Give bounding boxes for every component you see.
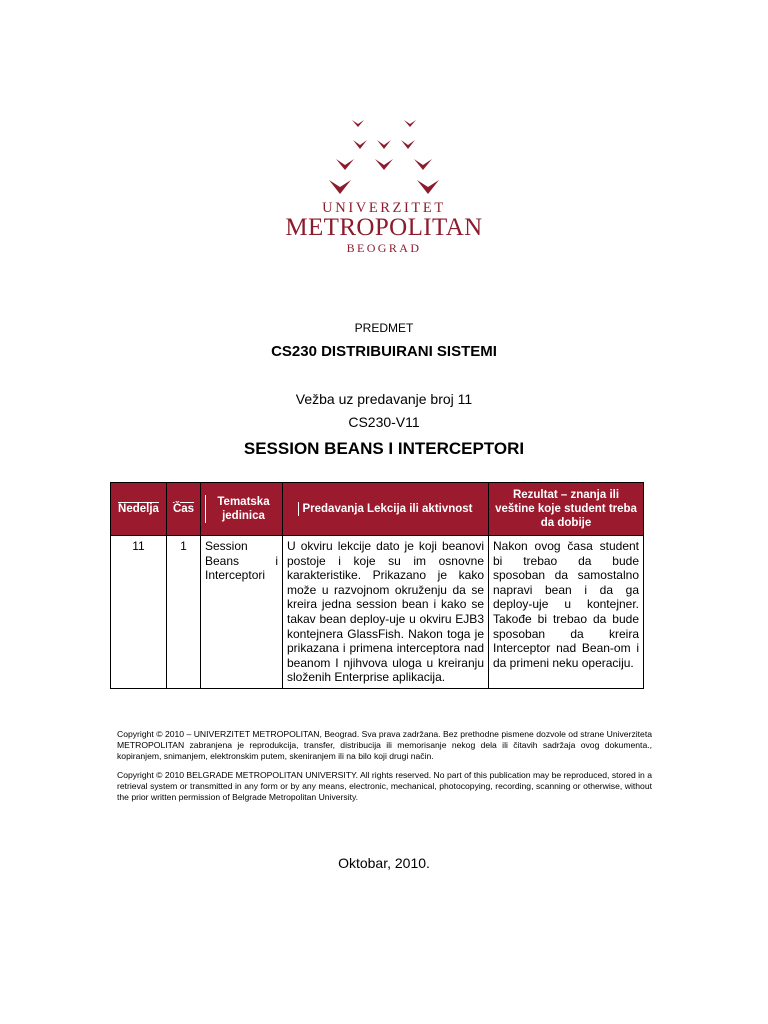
table-header-row (111, 483, 644, 536)
university-logo (274, 96, 494, 276)
page-title: SESSION BEANS I INTERCEPTORI (243, 439, 525, 458)
column-header-tematska-jedinica-label: Tematska jedinica (205, 495, 278, 523)
publication-date: Oktobar, 2010. (338, 855, 430, 871)
cell-rezultat: Nakon ovog časa student bi trebao da bude sposoban da samostalno napravi bean i da ga deploy-uje u kontejner. Takođe bi trebao da bude sposoban da kreira Interceptor nad Bean-om i da primeni neku operaciju. (489, 536, 644, 689)
column-header-nedelja: Nedelja (111, 483, 167, 536)
course-title: CS230 DISTRIBUIRANI SISTEMI (271, 343, 497, 360)
column-header-rezultat: Rezultat – znanja ili veštine koje student treba da dobije (489, 483, 644, 536)
exercise-code: CS230-V11 (348, 414, 420, 430)
logo-text-beograd: BEOGRAD (346, 241, 422, 255)
lesson-plan-table (110, 482, 644, 689)
column-header-predavanja-label: Predavanja Lekcija ili aktivnost (298, 502, 472, 516)
cell-cas: 1 (167, 536, 201, 689)
cell-nedelja: 11 (111, 536, 167, 689)
cell-tematska-jedinica: Session Beans i Interceptori (201, 536, 283, 689)
cell-predavanja: U okviru lekcije dato je koji beanovi postoje i koje su im osnovne karakteristike. Prikazano je kako može u razvojnom okruženju da se kreira jedna session bean i kako se takav bean deploy-uje u okviru EJB3 kontejnera GlassFish. Nakon toga je prikazana i primena interceptora nad beanom I njihvova uloga u kreiranju složenih Enterprise aplikacija. (283, 536, 489, 689)
column-header-predavanja (283, 483, 489, 536)
chevron-emblem-icon (274, 96, 494, 200)
logo-text-univerzitet: UNIVERZITET (322, 200, 446, 216)
copyright-english: Copyright © 2010 BELGRADE METROPOLITAN UNIVERSITY. All rights reserved. No part of this publication may be reproduced, stored in a retrieval system or transmitted in any form or by any means, electronic, mechanical, photocopying, recording, scanning or otherwise, without the prior written permission of Belgrade Metropolitan University. (117, 770, 652, 802)
logo-text-metropolitan: METROPOLITAN (285, 214, 483, 241)
subject-label: PREDMET (354, 321, 414, 335)
column-header-tematska-jedinica (201, 483, 283, 536)
column-header-cas: $\overline{Čas}$ (167, 483, 201, 536)
copyright-serbian: Copyright © 2010 – UNIVERZITET METROPOLITAN, Beograd. Sva prava zadržana. Bez prethodne pismene dozvole od strane Univerziteta METROPOLITAN zabranjena je reprodukcija, transfer, distribucija ili memorisanje nekog dela ili čitavih sadržaja ovog dokumenta., kopiranjem, snimanjem, elektronskim putem, skeniranjem ili na bilo koji drugi način. (117, 729, 652, 761)
exercise-line: Vežba uz predavanje broj 11 (295, 391, 473, 407)
table-row (111, 536, 644, 689)
